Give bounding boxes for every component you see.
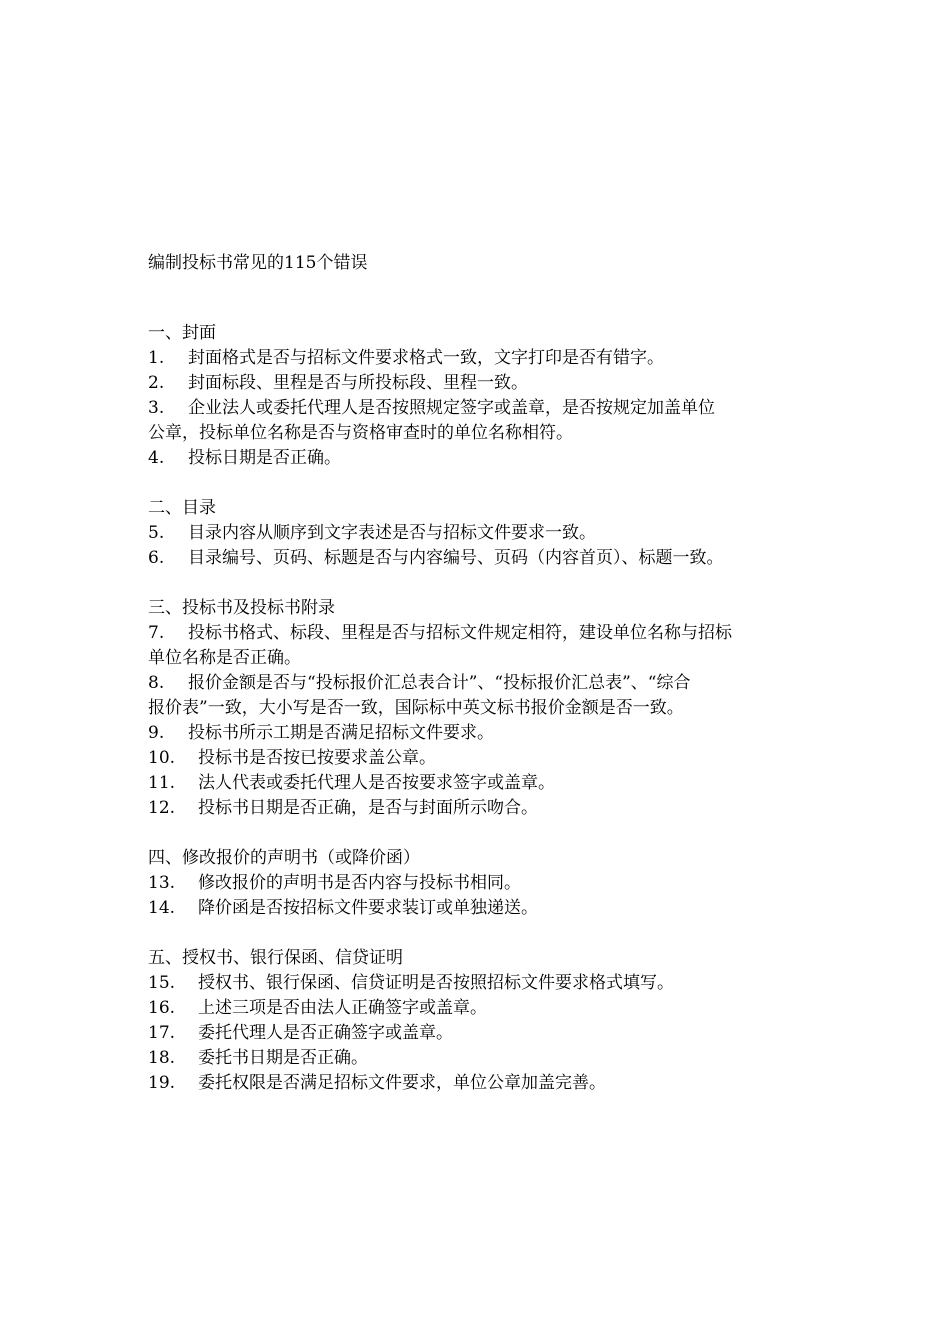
- item-number: 8.: [148, 673, 165, 693]
- list-item: [148, 671, 798, 696]
- item-text: 委托权限是否满足招标文件要求，单位公章加盖完善。: [198, 1073, 606, 1093]
- list-item: [148, 371, 798, 396]
- list-item: [148, 396, 798, 421]
- item-number: 12.: [148, 798, 176, 818]
- item-text: 企业法人或委托代理人是否按照规定签字或盖章，是否按规定加盖单位: [188, 398, 715, 418]
- item-text: 上述三项是否由法人正确签字或盖章。: [198, 998, 487, 1018]
- item-number: 10.: [148, 748, 176, 768]
- item-number: 7.: [148, 623, 165, 643]
- list-item: [148, 621, 798, 646]
- item-text: 委托书日期是否正确。: [198, 1048, 368, 1068]
- list-item: [148, 1071, 798, 1096]
- list-item: [148, 546, 798, 571]
- item-text: 法人代表或委托代理人是否按要求签字或盖章。: [198, 773, 555, 793]
- item-number: 16.: [148, 998, 176, 1018]
- list-item: [148, 1046, 798, 1071]
- list-item: [148, 721, 798, 746]
- item-continuation: 公章，投标单位名称是否与资格审查时的单位名称相符。: [148, 423, 573, 443]
- list-item: [148, 346, 798, 371]
- section-authorization: [148, 946, 798, 1096]
- item-text: 报价金额是否与“投标报价汇总表合计”、“投标报价汇总表”、“综合: [188, 673, 691, 693]
- item-text: 降价函是否按招标文件要求装订或单独递送。: [198, 898, 538, 918]
- item-text: 封面格式是否与招标文件要求格式一致，文字打印是否有错字。: [188, 348, 664, 368]
- item-number: 9.: [148, 723, 165, 743]
- item-text: 授权书、银行保函、信贷证明是否按照招标文件要求格式填写。: [198, 973, 674, 993]
- list-item: [148, 746, 798, 771]
- document-title: 编制投标书常见的115个错误: [148, 253, 368, 273]
- item-text: 修改报价的声明书是否内容与投标书相同。: [198, 873, 521, 893]
- list-item: [148, 796, 798, 821]
- item-text: 目录内容从顺序到文字表述是否与招标文件要求一致。: [188, 523, 596, 543]
- item-text: 投标日期是否正确。: [188, 448, 341, 468]
- list-item: [148, 896, 798, 921]
- item-text: 投标书是否按已按要求盖公章。: [198, 748, 436, 768]
- item-number: 14.: [148, 898, 176, 918]
- section-cover: [148, 321, 798, 471]
- item-number: 3.: [148, 398, 165, 418]
- item-number: 4.: [148, 448, 165, 468]
- item-number: 11.: [148, 773, 176, 793]
- item-continuation: 单位名称是否正确。: [148, 648, 301, 668]
- list-item: [148, 996, 798, 1021]
- item-number: 18.: [148, 1048, 176, 1068]
- item-text: 投标书所示工期是否满足招标文件要求。: [188, 723, 494, 743]
- item-continuation: 报价表”一致，大小写是否一致，国际标中英文标书报价金额是否一致。: [148, 698, 684, 718]
- list-item: [148, 871, 798, 896]
- section-heading: 二、目录: [148, 498, 216, 518]
- item-text: 投标书日期是否正确，是否与封面所示吻合。: [198, 798, 538, 818]
- item-number: 13.: [148, 873, 176, 893]
- item-text: 投标书格式、标段、里程是否与招标文件规定相符，建设单位名称与招标: [188, 623, 732, 643]
- list-item: [148, 971, 798, 996]
- list-item: [148, 446, 798, 471]
- section-heading: 四、修改报价的声明书（或降价函）: [148, 848, 420, 868]
- item-number: 15.: [148, 973, 176, 993]
- item-number: 19.: [148, 1073, 176, 1093]
- item-number: 2.: [148, 373, 165, 393]
- section-heading: 三、投标书及投标书附录: [148, 598, 335, 618]
- list-item: [148, 521, 798, 546]
- item-number: 6.: [148, 548, 165, 568]
- section-heading: 一、封面: [148, 323, 216, 343]
- section-heading: 五、授权书、银行保函、信贷证明: [148, 948, 403, 968]
- section-toc: [148, 496, 798, 571]
- item-number: 1.: [148, 348, 165, 368]
- item-text: 委托代理人是否正确签字或盖章。: [198, 1023, 453, 1043]
- section-bid-letter: [148, 596, 798, 821]
- list-item: [148, 771, 798, 796]
- document-body: [148, 321, 798, 1121]
- item-text: 目录编号、页码、标题是否与内容编号、页码（内容首页）、标题一致。: [188, 548, 724, 568]
- item-number: 5.: [148, 523, 165, 543]
- item-number: 17.: [148, 1023, 176, 1043]
- section-price-revision: [148, 846, 798, 921]
- item-text: 封面标段、里程是否与所投标段、里程一致。: [188, 373, 528, 393]
- list-item: [148, 1021, 798, 1046]
